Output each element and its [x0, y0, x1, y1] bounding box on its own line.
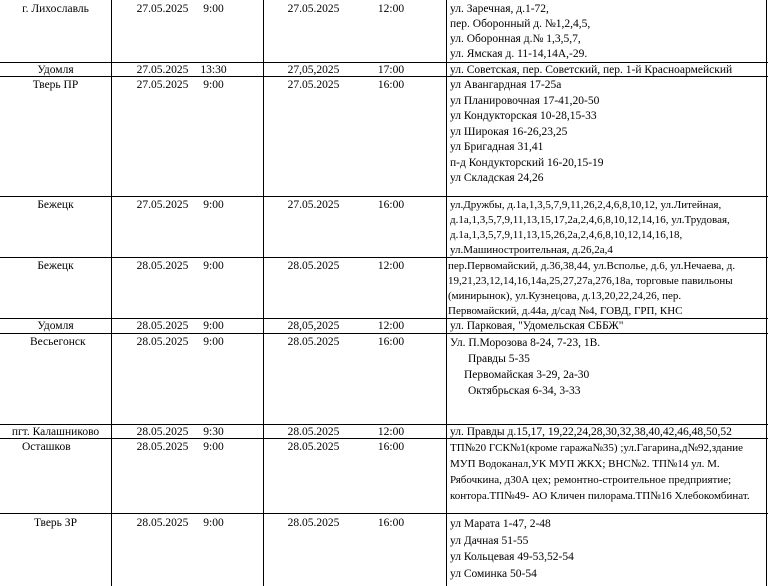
- start-time-cell: 9:00: [203, 441, 224, 453]
- address-line: 19,21,23,12,14,16,14а,25,27,27а,276,18а, торговые павильоны: [448, 275, 733, 287]
- address-line: ул. Ямская д. 11-14,14А,-29.: [450, 48, 588, 60]
- end-date-cell: 28.05.2025: [287, 517, 340, 529]
- address-line: д.1а,1,3,5,7,9,11,13,15,26,2а,2,4,6,8,10,12,14,16,18,: [450, 229, 683, 241]
- end-date-cell: 28,05,2025: [287, 320, 340, 332]
- end-date-cell: 27.05.2025: [287, 79, 340, 91]
- address-line: ул Дачная 51-55: [450, 534, 529, 547]
- address-line: МУП Водоканал,УК МУП ЖКХ; ВНС№2. ТП№14 ул. М.: [450, 458, 720, 470]
- end-date-cell: 28.05.2025: [287, 426, 340, 438]
- addresses-cell: [450, 63, 766, 78]
- end-date-cell: 28.05.2025: [287, 260, 340, 272]
- address-line: ул.Дружбы, д.1а,1,3,5,7,9,11,26,2,4,6,8,10,12, ул.Литейная,: [450, 199, 722, 211]
- end-time-cell: 16:00: [377, 441, 405, 453]
- address-line: ул Широкая 16-26,23,25: [450, 125, 568, 138]
- address-line: контора.ТП№49- АО Кличен пилорама.ТП№16 Хлебокомбинат.: [450, 490, 750, 502]
- start-time-cell: 9:00: [203, 336, 224, 348]
- addresses-cell: [450, 198, 766, 258]
- address-line: ул. Заречная, д.1-72,: [450, 3, 549, 15]
- start-date-cell: 27.05.2025: [136, 64, 189, 76]
- address-line: ул. Советская, пер. Советский, пер. 1-й Красноармейский: [450, 64, 733, 76]
- row-divider: [0, 513, 768, 514]
- start-date-cell: 28.05.2025: [136, 260, 189, 272]
- addresses-cell: [450, 335, 766, 399]
- address-line: Рябочкина, д30А цех; ремонтно-строительное предприятие;: [450, 474, 732, 486]
- city-cell: Удомля: [37, 320, 74, 332]
- end-time-cell: 17:00: [377, 64, 405, 76]
- start-date-cell: 28.05.2025: [136, 426, 189, 438]
- address-line: ул. Оборонная д.№ 1,3,5,7,: [450, 33, 581, 45]
- start-time-cell: 9:00: [203, 517, 224, 529]
- start-date-cell: 27.05.2025: [136, 199, 189, 211]
- city-cell: Удомля: [37, 64, 74, 76]
- start-date-cell: 28.05.2025: [136, 517, 189, 529]
- start-date-cell: 28.05.2025: [136, 441, 189, 453]
- address-line: ТП№20 ГСК№1(кроме гаража№35) ;ул.Гагарина,д№92,здание: [450, 442, 744, 454]
- addresses-cell: [450, 319, 766, 334]
- address-line: Октябрьская 6-34, 3-33: [468, 385, 581, 397]
- city-cell: Весьегонск: [30, 336, 86, 348]
- address-line: Первомайский, д.44а, д/сад №4, ГОВД, ГРП, КНС: [448, 305, 683, 317]
- end-time-cell: 12:00: [377, 426, 405, 438]
- end-date-cell: 27.05.2025: [287, 199, 340, 211]
- end-time-cell: 16:00: [377, 517, 405, 529]
- city-cell: Тверь ЗР: [34, 517, 77, 529]
- address-line: ул Соминка 50-54: [450, 567, 537, 580]
- address-line: ул Авангардная 17-25а: [450, 79, 562, 91]
- start-time-cell: 9:00: [203, 260, 224, 272]
- city-cell: Бежецк: [37, 260, 74, 272]
- address-line: ул Кольцевая 49-53,52-54: [450, 551, 574, 563]
- start-time-cell: 9:30: [203, 426, 224, 438]
- address-line: д.1а,1,3,5,7,9,11,13,15,17,2а,2,4,6,8,10,12,14,16, ул.Трудовая,: [450, 214, 730, 226]
- start-time-cell: 13:30: [200, 64, 227, 76]
- column-divider: [446, 0, 447, 586]
- start-time-cell: 9:00: [203, 199, 224, 211]
- end-time-cell: 16:00: [377, 79, 405, 91]
- address-line: пер.Первомайский, д.36,38,44, ул.Всполье, д.6, ул.Нечаева, д.: [448, 260, 736, 272]
- addresses-cell: [448, 259, 764, 319]
- address-line: ул. Парковая, "Удомельская СББЖ": [450, 320, 624, 332]
- city-cell: Осташков: [22, 441, 71, 453]
- end-time-cell: 16:00: [377, 336, 405, 348]
- addresses-cell: [450, 440, 766, 504]
- start-time-cell: 9:00: [203, 79, 224, 91]
- end-date-cell: 27.05.2025: [287, 3, 340, 15]
- city-cell: Бежецк: [37, 199, 74, 211]
- end-time-cell: 12:00: [377, 260, 405, 272]
- addresses-cell: [450, 516, 766, 582]
- start-time-cell: 9:00: [203, 320, 224, 332]
- address-line: ул Планировочная 17-41,20-50: [450, 94, 600, 107]
- addresses-cell: [450, 2, 766, 62]
- address-line: ул. Правды д.15,17, 19,22,24,28,30,32,38,40,42,46,48,50,52: [450, 426, 732, 438]
- end-date-cell: 27,05,2025: [287, 64, 340, 76]
- start-time-cell: 9:00: [203, 3, 224, 15]
- city-cell: пгт. Калашниково: [11, 426, 100, 438]
- city-cell: г. Лихославль: [22, 3, 89, 15]
- start-date-cell: 28.05.2025: [136, 320, 189, 332]
- address-line: пер. Оборонный д. №1,2,4,5,: [450, 18, 591, 30]
- address-line: ул Кондукторская 10-28,15-33: [450, 110, 597, 122]
- address-line: ул Бригадная 31,41: [450, 141, 544, 153]
- address-line: Ул. П.Морозова 8-24, 7-23, 1В.: [450, 337, 601, 349]
- end-time-cell: 16:00: [377, 199, 405, 211]
- address-line: (минирынок), ул.Кузнецова, д.13,20,22,24,26, пер.: [448, 290, 682, 302]
- end-time-cell: 12:00: [377, 3, 405, 15]
- addresses-cell: [450, 425, 766, 440]
- address-line: Правды 5-35: [468, 353, 530, 365]
- start-date-cell: 27.05.2025: [136, 79, 189, 91]
- address-line: п-д Кондукторский 16-20,15-19: [450, 156, 604, 169]
- address-line: ул Складская 24,26: [450, 172, 544, 184]
- column-divider: [766, 0, 767, 586]
- end-time-cell: 12:00: [377, 320, 405, 332]
- start-date-cell: 27.05.2025: [136, 3, 189, 15]
- row-divider: [0, 196, 768, 197]
- address-line: ул Марата 1-47, 2-48: [450, 518, 551, 530]
- addresses-cell: [450, 78, 766, 187]
- end-date-cell: 28.05.2025: [287, 336, 340, 348]
- start-date-cell: 28.05.2025: [136, 336, 189, 348]
- address-line: ул.Машиностроительная, д.26,2а,4: [450, 244, 613, 256]
- end-date-cell: 28.05.2025: [287, 441, 340, 453]
- city-cell: Тверь ПР: [32, 79, 79, 91]
- address-line: Первомайская 3-29, 2а-30: [464, 369, 590, 381]
